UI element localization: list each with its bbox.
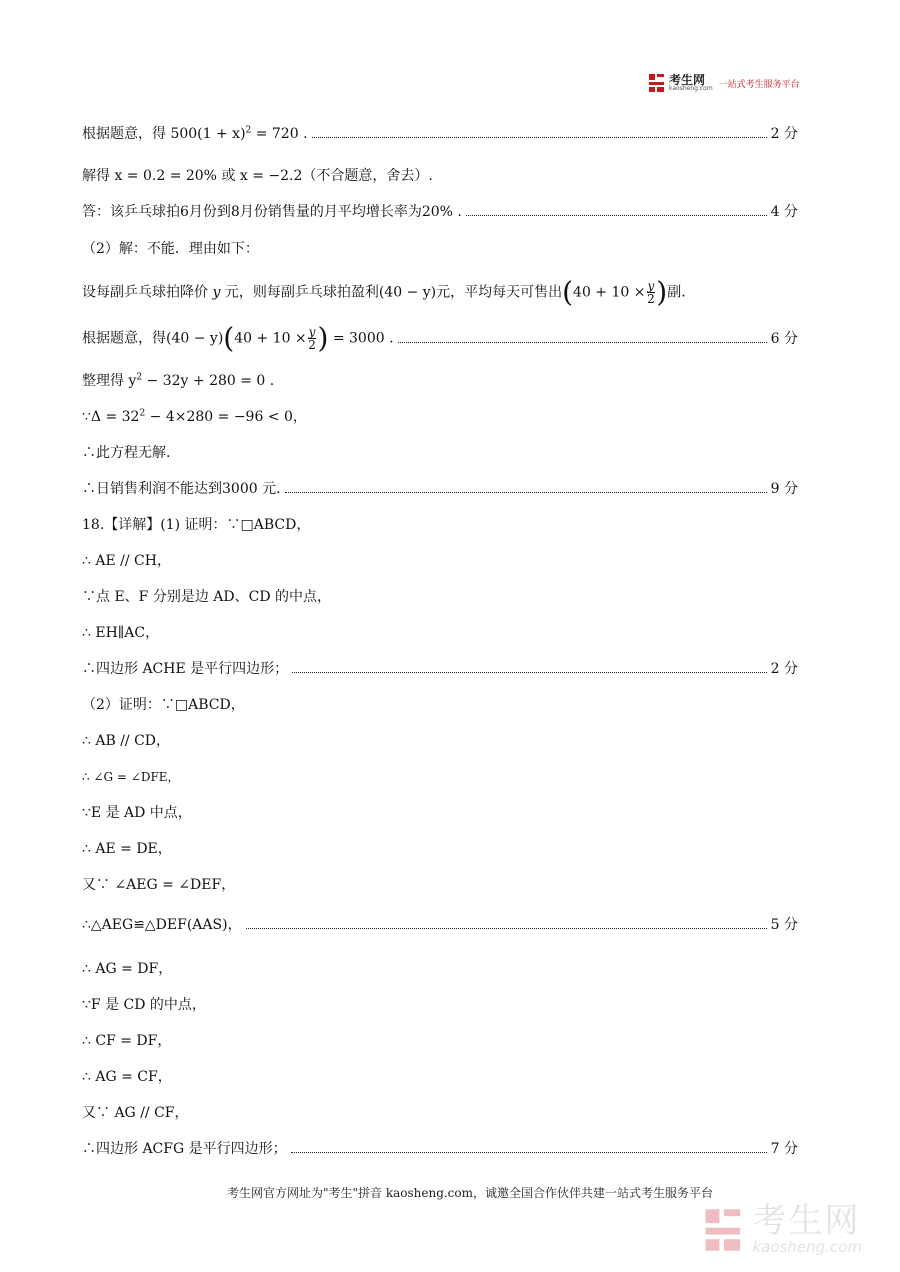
answer-line: 根据题意，得(40 − y)(40 + 10 × $\frac{y}{2}$ ) = 3000 . 6 分 (82, 321, 798, 354)
watermark (699, 1201, 862, 1256)
logo-name: 考生网 (669, 73, 706, 87)
answer-line: ∴ AB // CD， (82, 733, 171, 749)
answer-line: ∴此方程无解. (82, 445, 171, 461)
score-label: 6 分 (770, 331, 798, 347)
answer-line: 答：该乒乓球拍6月份到8月份销售量的月平均增长率为20% . 4 分 (82, 199, 798, 223)
answer-line: ∴ AE = DE， (82, 841, 172, 857)
answer-line: 又∵ AG // CF， (82, 1105, 189, 1121)
answer-line: （2）证明：∵□ABCD， (82, 697, 245, 713)
answer-line: ∴ CF = DF， (82, 1033, 172, 1049)
dot-leader (292, 672, 766, 673)
answer-line: ∴ EH∥AC， (82, 625, 160, 641)
dot-leader (398, 342, 767, 343)
kaosheng-logo-icon (648, 73, 666, 93)
answer-line: 根据题意，得 $500(1 + x)^2 = 720$ . 2 分 (82, 121, 798, 145)
answer-line: ∴ AE // CH， (82, 553, 171, 569)
answer-line: ∴四边形 ACHE 是平行四边形； 2 分 (82, 656, 798, 680)
answer-line: ∵Δ = $32^2 - 4\times 280 = -96 < 0$， (82, 408, 307, 425)
kaosheng-watermark-icon (699, 1207, 749, 1253)
answer-line: ∴ AG = CF， (82, 1069, 172, 1085)
answer-line: 解得 x = 0.2 = 20% 或 x = −2.2（不合题意，舍去）. (82, 168, 433, 184)
answer-line: 18.【详解】(1) 证明：∵□ABCD， (82, 517, 311, 533)
dot-leader (285, 492, 767, 493)
answer-line: ∵E 是 AD 中点， (82, 805, 192, 821)
answer-line: 设每副乒乓球拍降价 y 元，则每副乒乓球拍盈利(40 − y)元，平均每天可售出(40 + 10 × $\frac{y}{2}$ )副. (82, 275, 686, 308)
dot-leader (466, 215, 767, 216)
dot-leader (246, 928, 767, 929)
answer-line: ∵点 E、F 分别是边 AD、CD 的中点， (82, 589, 332, 605)
answer-line: 又∵ ∠AEG = ∠DEF， (82, 877, 236, 893)
answer-line: ∴ ∠G = ∠DFE， (82, 769, 180, 784)
answer-line: 整理得 $y^2 - 32y + 280 = 0$ . (82, 372, 275, 389)
score-label: 9 分 (770, 481, 798, 497)
answer-line: ∴四边形 ACFG 是平行四边形； 7 分 (82, 1136, 798, 1160)
answer-line: （2）解：不能．理由如下： (82, 241, 259, 257)
score-label: 5 分 (770, 917, 798, 933)
watermark-url: kaosheng.com (752, 1238, 862, 1256)
footer-note: 考生网官方网址为"考生"拼音 kaosheng.com，诚邀全国合作伙伴共建一站式考生服务平台 (226, 1186, 714, 1200)
score-label: 4 分 (770, 204, 798, 220)
header-logo (648, 72, 800, 94)
answer-line: ∴△AEG≌△DEF(AAS)， 5 分 (82, 912, 798, 936)
fraction: $\frac{y}{2}$ (308, 324, 316, 352)
dot-leader (291, 1152, 767, 1153)
answer-line: ∵F 是 CD 的中点， (82, 997, 206, 1013)
logo-slogan: 一站式考生服务平台 (718, 79, 800, 90)
score-label: 2 分 (770, 661, 798, 677)
answer-line: ∴日销售利润不能达到3000 元. 9 分 (82, 476, 798, 500)
dot-leader (312, 137, 767, 138)
watermark-name: 考生网 (752, 1201, 861, 1241)
logo-url: kaosheng.com (669, 85, 713, 92)
score-label: 7 分 (770, 1141, 798, 1157)
fraction: $\frac{y}{2}$ (647, 278, 655, 306)
score-label: 2 分 (770, 126, 798, 142)
answer-line: ∴ AG = DF， (82, 961, 173, 977)
